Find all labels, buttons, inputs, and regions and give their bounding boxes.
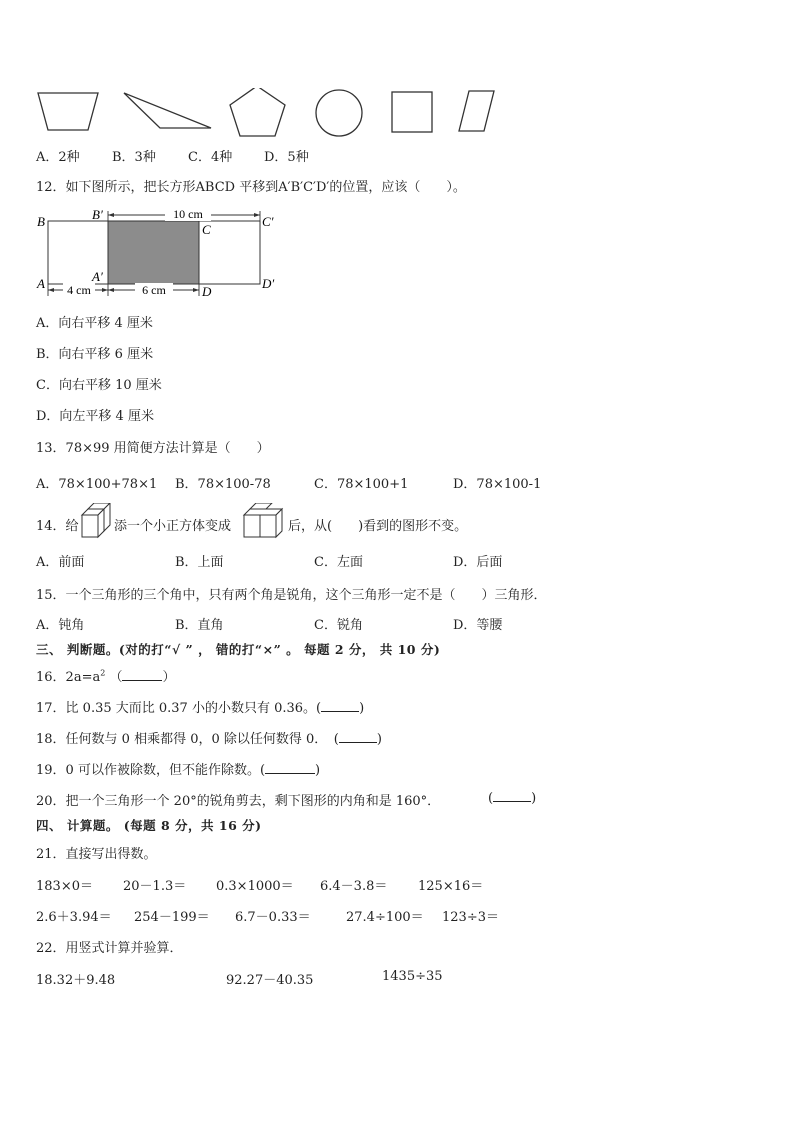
label-c: C xyxy=(202,222,211,237)
q15-stem: 15．一个三角形的三个角中，只有两个角是锐角，这个三角形一定不是（ ）三角形． xyxy=(36,588,547,603)
dim-mid-label: 6 cm xyxy=(142,283,166,297)
q14-stem-part2: 添一个小正方体变成 xyxy=(114,519,232,534)
q22-item: 1435÷35 xyxy=(382,969,443,984)
q13-option-a[interactable]: A．78×100+78×1 xyxy=(36,477,158,492)
q20-answer-blank[interactable] xyxy=(493,790,531,802)
q18 xyxy=(36,728,382,747)
circle-icon xyxy=(316,90,362,136)
q16-sup: 2 xyxy=(100,668,106,678)
two-cubes-icon xyxy=(80,503,114,539)
q12-option-b[interactable]: B．向右平移 6 厘米 xyxy=(36,347,154,362)
section-4-heading: 四、 计算题。 (每题 8 分，共 16 分) xyxy=(36,818,262,833)
label-c-prime: C′ xyxy=(262,214,274,229)
label-d: D xyxy=(202,284,212,299)
q12-stem: 12．如下图所示，把长方形ABCD 平移到A′B′C′D′的位置，应该（ ）。 xyxy=(36,180,466,195)
q18-close: ) xyxy=(376,732,382,747)
q12-option-d[interactable]: D．向左平移 4 厘米 xyxy=(36,409,154,424)
dim-left-label: 4 cm xyxy=(67,283,91,297)
label-d-prime: D′ xyxy=(262,276,275,291)
dim-top-label: 10 cm xyxy=(173,207,203,221)
q22-item: 18.32＋9.48 xyxy=(36,973,116,988)
q21-item: 0.3×1000＝ xyxy=(216,879,294,894)
q21-item: 254－199＝ xyxy=(134,910,210,925)
parallelogram-icon xyxy=(459,91,494,131)
q11-option-a[interactable]: A．2种 xyxy=(36,150,80,165)
q15-option-d[interactable]: D．等腰 xyxy=(453,618,503,633)
q14-stem-part1: 14．给 xyxy=(36,519,79,534)
q11-option-b[interactable]: B．3种 xyxy=(112,150,156,165)
q11-option-d[interactable]: D．5种 xyxy=(264,150,309,165)
q21-item: 20－1.3＝ xyxy=(123,879,187,894)
q16-open: （ xyxy=(109,670,123,685)
q16-text: 16．2a=a xyxy=(36,670,101,685)
label-b: B xyxy=(37,214,45,229)
square-icon xyxy=(392,92,432,132)
q16-answer-blank[interactable] xyxy=(122,669,162,681)
q20-open: ( xyxy=(488,791,494,806)
dim-top-arrow-right xyxy=(254,213,260,217)
q16-close: ） xyxy=(162,670,176,685)
q14-option-a[interactable]: A．前面 xyxy=(36,555,85,570)
q17-text: 17．比 0.35 大而比 0.37 小的小数只有 0.36。( xyxy=(36,701,322,716)
q12-translation-figure xyxy=(34,204,284,300)
q21-item: 2.6＋3.94＝ xyxy=(36,910,112,925)
trapezoid-icon xyxy=(38,93,98,130)
dim-left-arrow-1 xyxy=(48,288,54,292)
q15-option-a[interactable]: A．钝角 xyxy=(36,618,85,633)
q20 xyxy=(36,790,440,809)
q21-item: 6.4－3.8＝ xyxy=(320,879,388,894)
q11-option-c[interactable]: C．4种 xyxy=(188,150,233,165)
q17-answer-blank[interactable] xyxy=(321,700,359,712)
label-a-prime: A′ xyxy=(92,269,103,284)
q21-item: 27.4÷100＝ xyxy=(346,910,424,925)
q14-option-b[interactable]: B．上面 xyxy=(175,555,224,570)
q20-close: ) xyxy=(531,791,537,806)
q16 xyxy=(36,666,175,685)
q13-stem: 13．78×99 用简便方法计算是（ ） xyxy=(36,441,270,456)
q19-close: ) xyxy=(315,763,321,778)
q11-shapes-svg xyxy=(36,88,506,138)
section-3-heading: 三、 判断题。(对的打“√ ” ， 错的打“×” 。 每题 2 分， 共 10 分) xyxy=(36,642,441,657)
q19-text: 19．0 可以作被除数，但不能作除数。( xyxy=(36,763,266,778)
dim-mid-arrow-2 xyxy=(193,288,199,292)
triangle-icon xyxy=(124,93,211,128)
q13-option-c[interactable]: C．78×100+1 xyxy=(314,477,409,492)
q17 xyxy=(36,697,364,716)
q13-option-b[interactable]: B．78×100-78 xyxy=(175,477,271,492)
label-b-prime: B′ xyxy=(92,207,103,222)
q19-answer-blank[interactable] xyxy=(265,762,315,774)
q20-text: 20．把一个三角形一个 20°的锐角剪去，剩下图形的内角和是 160°． xyxy=(36,794,441,809)
q12-option-a[interactable]: A．向右平移 4 厘米 xyxy=(36,316,153,331)
dim-top-arrow-left xyxy=(108,213,114,217)
q13-option-d[interactable]: D．78×100-1 xyxy=(453,477,542,492)
q14-option-d[interactable]: D．后面 xyxy=(453,555,503,570)
three-cubes-icon xyxy=(242,503,288,539)
pentagon-icon xyxy=(230,88,285,136)
q21-item: 6.7－0.33＝ xyxy=(235,910,311,925)
q12-option-c[interactable]: C．向右平移 10 厘米 xyxy=(36,378,162,393)
q14-stem-part3: 后，从( )看到的图形不变。 xyxy=(288,519,468,534)
q15-option-c[interactable]: C．锐角 xyxy=(314,618,363,633)
q22-stem: 22．用竖式计算并验算． xyxy=(36,941,183,956)
q15-option-b[interactable]: B．直角 xyxy=(175,618,224,633)
q22-item: 92.27－40.35 xyxy=(226,973,314,988)
q14-option-c[interactable]: C．左面 xyxy=(314,555,363,570)
rect-shaded-overlap xyxy=(108,221,199,284)
q21-item: 125×16＝ xyxy=(418,879,484,894)
q21-item: 183×0＝ xyxy=(36,879,93,894)
q21-stem: 21．直接写出得数。 xyxy=(36,847,157,862)
q21-item: 123÷3＝ xyxy=(442,910,499,925)
q18-answer-blank[interactable] xyxy=(339,731,377,743)
dim-mid-arrow-1 xyxy=(108,288,114,292)
q20-answer xyxy=(488,790,536,806)
label-a: A xyxy=(37,276,45,291)
q17-close: ) xyxy=(359,701,365,716)
q18-text: 18．任何数与 0 相乘都得 0，0 除以任何数得 0． ( xyxy=(36,732,339,747)
q19 xyxy=(36,759,320,778)
dim-left-arrow-2 xyxy=(102,288,108,292)
